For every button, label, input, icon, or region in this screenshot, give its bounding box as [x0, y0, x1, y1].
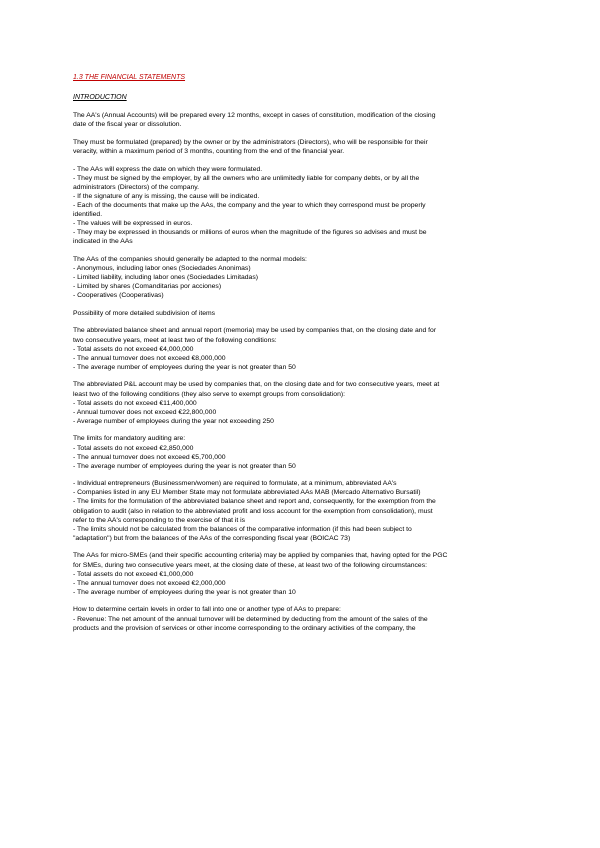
document-body [73, 73, 528, 641]
paragraph [73, 434, 528, 470]
text-line: veracity, within a maximum period of 3 months, counting from the end of the financial year. [73, 147, 345, 155]
text-line: date of the fiscal year or dissolution. [73, 121, 182, 129]
text-line: - Annual turnover does not exceed €22,800,000 [73, 408, 217, 416]
text-line: two consecutive years, meet at least two of the following conditions: [73, 336, 277, 344]
text-line: The AAs of the companies should generally be adapted to the normal models: [73, 255, 307, 263]
text-line: How to determine certain levels in order to fall into one or another type of AAs to prepare: [73, 606, 341, 614]
text-line: - Companies listed in any EU Member State may not formulate abbreviated AAs MAB (Mercado Alternativo Bursatil) [73, 489, 421, 497]
text-line: - Total assets do not exceed €4,000,000 [73, 345, 194, 353]
text-line: - The annual turnover does not exceed €5,700,000 [73, 453, 226, 461]
text-line: - If the signature of any is missing, the cause will be indicated. [73, 192, 260, 200]
paragraph [73, 138, 528, 156]
paragraph [73, 326, 528, 371]
text-line: identified. [73, 211, 103, 219]
text-line: - The annual turnover does not exceed €2,000,000 [73, 579, 226, 587]
section-title: 1.3 THE FINANCIAL STATEMENTS [73, 74, 186, 81]
subheading-introduction: INTRODUCTION [73, 94, 127, 102]
text-line: - They may be expressed in thousands or millions of euros when the magnitude of the figures so advises and must be [73, 229, 427, 237]
text-line: - Total assets do not exceed €11,400,000 [73, 399, 197, 407]
paragraph [73, 309, 528, 318]
text-line: indicated in the AAs [73, 238, 133, 246]
text-line: Possibility of more detailed subdivision of items [73, 309, 216, 317]
text-line: - Revenue: The net amount of the annual turnover will be determined by deducting from the amount of the sales of the [73, 615, 428, 623]
paragraph-list [73, 111, 528, 633]
text-line: - Anonymous, including labor ones (Sociedades Anonimas) [73, 265, 251, 272]
paragraph [73, 111, 528, 129]
text-line: products and the provision of services or other income corresponding to the ordinary activities of the company, the [73, 624, 416, 632]
text-line: - The average number of employees during the year is not greater than 10 [73, 588, 296, 596]
text-line: least two of the following conditions (they also serve to exempt groups from consolidation): [73, 390, 346, 398]
text-line: The abbreviated balance sheet and annual report (memoria) may be used by companies that, on the closing date and for [73, 327, 437, 335]
text-line: - The average number of employees during the year is not greater than 50 [73, 462, 296, 470]
text-line: - The limits for the formulation of the abbreviated balance sheet and report and, consequently, for the exemption from the [73, 498, 436, 506]
paragraph [73, 551, 528, 596]
paragraph [73, 479, 528, 543]
text-line: administrators (Directors) of the company. [73, 183, 200, 191]
text-line: - Each of the documents that make up the AAs, the company and the year to which they correspond must be properly [73, 201, 426, 209]
text-line: "adaptation") but from the balances of the AAs of the corresponding fiscal year (BOICAC 73) [73, 534, 351, 542]
text-line: The limits for mandatory auditing are: [73, 435, 186, 443]
text-line: - Total assets do not exceed €1,000,000 [73, 570, 194, 578]
text-line: obligation to audit (also in relation to the abbreviated profit and loss account for the exemption from consolidation), must [73, 507, 433, 515]
text-line: They must be formulated (prepared) by the owner or by the administrators (Directors), who will be responsible for their [73, 138, 428, 146]
text-line: for SMEs, during two consecutive years meet, at the closing date of these, at least two of the following circumstances: [73, 561, 427, 569]
paragraph [73, 255, 528, 300]
text-line: - Individual entrepreneurs (Businessmen/women) are required to formulate, at a minimum, abbreviated AA's [73, 480, 397, 488]
text-line: - The AAs will express the date on which they were formulated. [73, 165, 263, 173]
text-line: - The average number of employees during the year is not greater than 50 [73, 363, 296, 371]
text-line: The AAs for micro-SMEs (and their specific accounting criteria) may be applied by companies that, having opted for the PGC [73, 552, 448, 560]
text-line: - The limits should not be calculated from the balances of the comparative information (if this had been subject to [73, 525, 412, 533]
text-line: The abbreviated P&L account may be used by companies that, on the closing date and for two consecutive years, meet at [73, 381, 440, 389]
paragraph [73, 605, 528, 632]
text-line: - The values will be expressed in euros. [73, 220, 193, 228]
text-line: refer to the AA's corresponding to the exercise of that it is [73, 516, 246, 524]
text-line: - Limited liability, including labor ones (Sociedades Limitadas) [73, 274, 258, 282]
text-line: - Average number of employees during the year not exceeding 250 [73, 417, 274, 425]
text-line: - Total assets do not exceed €2,850,000 [73, 444, 194, 452]
text-line: - The annual turnover does not exceed €8,000,000 [73, 354, 226, 362]
text-line: - They must be signed by the employer, by all the owners who are unlimitedly liable for company debts, or by all the [73, 174, 420, 182]
paragraph [73, 380, 528, 425]
text-line: - Cooperatives (Cooperativas) [73, 292, 164, 300]
paragraph [73, 165, 528, 247]
text-line: - Limited by shares (Comanditarias por acciones) [73, 283, 222, 291]
text-line: The AA's (Annual Accounts) will be prepared every 12 months, except in cases of constitution, modification of the closing [73, 112, 436, 120]
